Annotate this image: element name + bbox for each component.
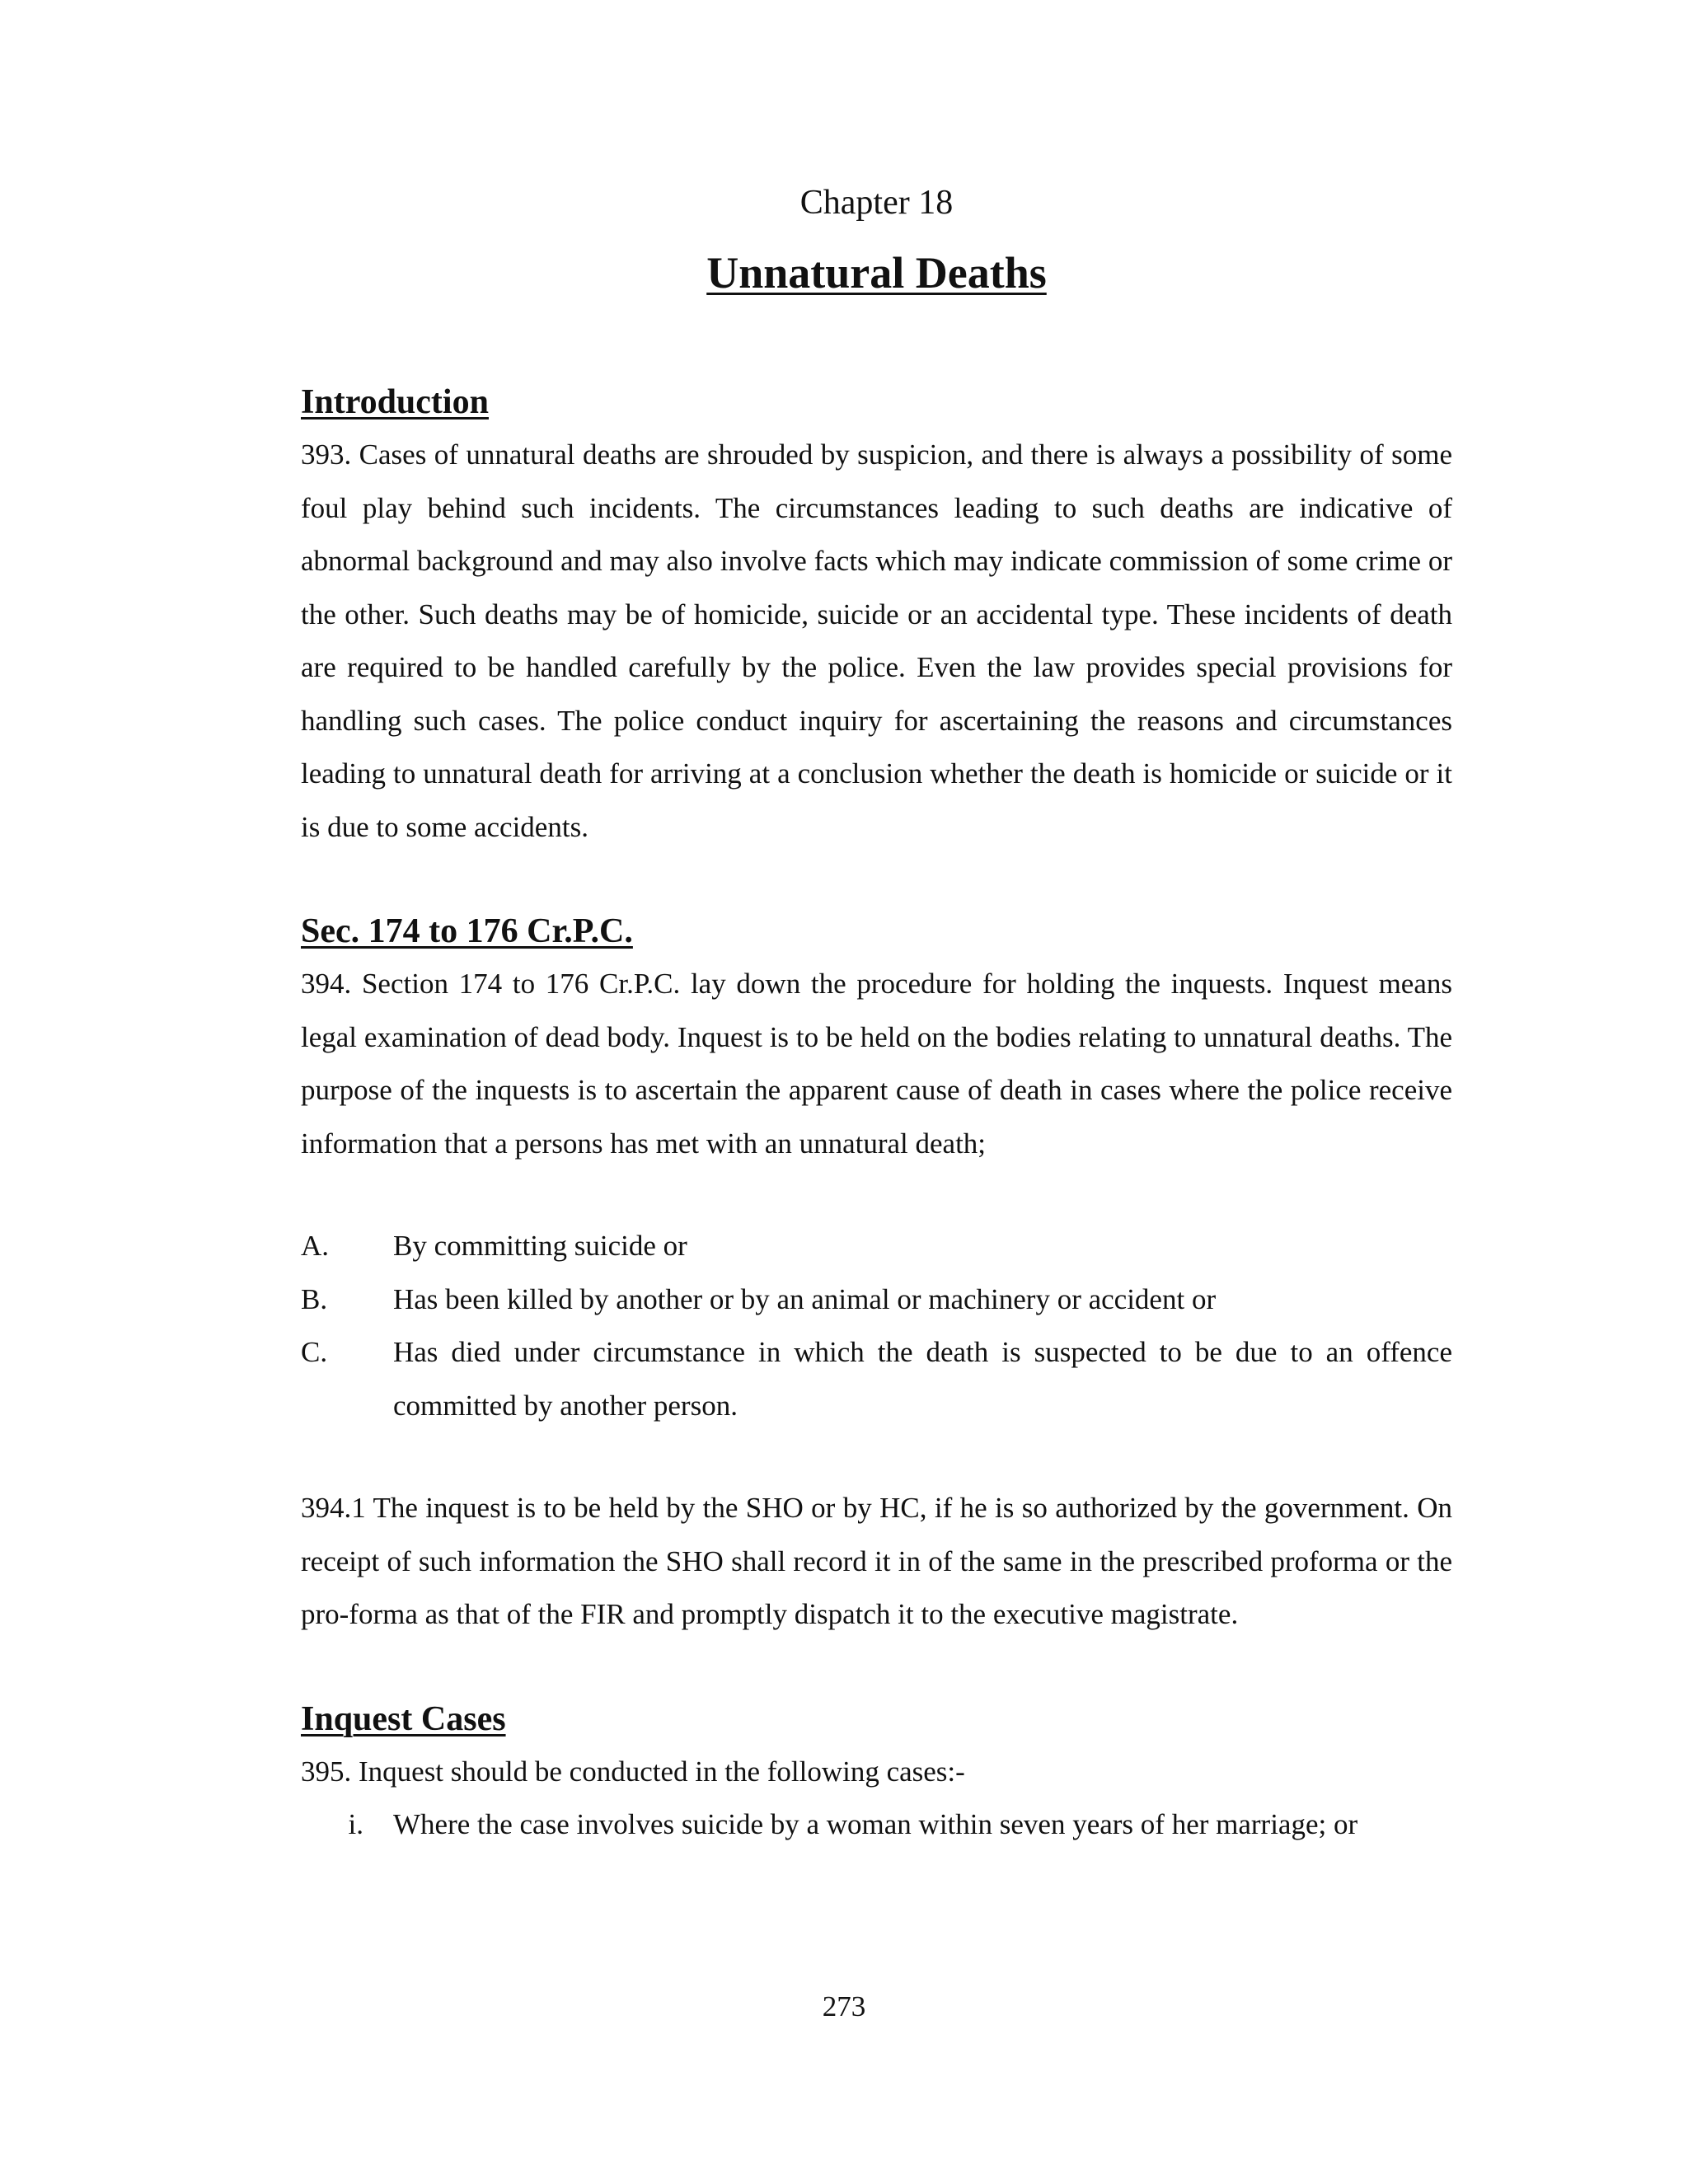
paragraph-394-1: 394.1 The inquest is to be held by the SHO or by HC, if he is so authorized by the government. On receipt of such information the SHO shall record it in of the same in the prescribed proforma or the pro-forma as that of the FIR and promptly dispatch it to the executive magistrate. — [301, 1492, 1452, 1630]
list-marker: i. — [348, 1808, 363, 1840]
list-item — [301, 1326, 1452, 1432]
heading-inquest-cases: Inquest Cases — [301, 1699, 506, 1738]
list-item — [301, 1220, 1452, 1273]
list-item-text: Has been killed by another or by an animal or machinery or accident or — [393, 1282, 1217, 1315]
list-item-text: Has died under circumstance in which the death is suspected to be due to an offence committed by another person. — [393, 1336, 1452, 1422]
chapter-label: Chapter 18 — [799, 184, 954, 222]
paragraph-393: 393. Cases of unnatural deaths are shrouded by suspicion, and there is always a possibility of some foul play behind such incidents. The circumstances leading to such deaths are indicative of abnormal background and may also involve facts which may indicate commission of some crime or the other. Such deaths may be of homicide, suicide or an accidental type. These incidents of death are required to be handled carefully by the police. Even the law provides special provisions for handling such cases. The police conduct inquiry for ascertaining the reasons and circumstances leading to unnatural death for arriving at a conclusion whether the death is homicide or suicide or it is due to some accidents. — [301, 438, 1452, 843]
paragraph-395: 395. Inquest should be conducted in the following cases:- — [301, 1755, 965, 1788]
list-item — [301, 1273, 1452, 1327]
paragraph-394: 394. Section 174 to 176 Cr.P.C. lay down the procedure for holding the inquests. Inquest means legal examination of dead body. Inquest is to be held on the bodies relating to unnatural deaths. The purpose of the inquests is to ascertain the apparent cause of death in cases where the police receive information that a persons has met with an unnatural death; — [301, 968, 1452, 1160]
page-number: 273 — [822, 1990, 866, 2022]
list-item-text: By committing suicide or — [393, 1230, 687, 1262]
heading-sec-174-176: Sec. 174 to 176 Cr.P.C. — [301, 912, 633, 950]
list-marker: B. — [301, 1282, 328, 1315]
page-content — [301, 180, 1452, 1852]
heading-introduction: Introduction — [301, 383, 489, 421]
list-marker: A. — [301, 1230, 330, 1262]
inquest-case-list — [301, 1798, 1452, 1852]
chapter-title: Unnatural Deaths — [706, 248, 1047, 298]
list-item-text: Where the case involves suicide by a woman within seven years of her marriage; or — [393, 1808, 1358, 1840]
death-circumstance-list — [301, 1220, 1452, 1432]
list-marker: C. — [301, 1336, 328, 1368]
list-item — [301, 1798, 1452, 1852]
